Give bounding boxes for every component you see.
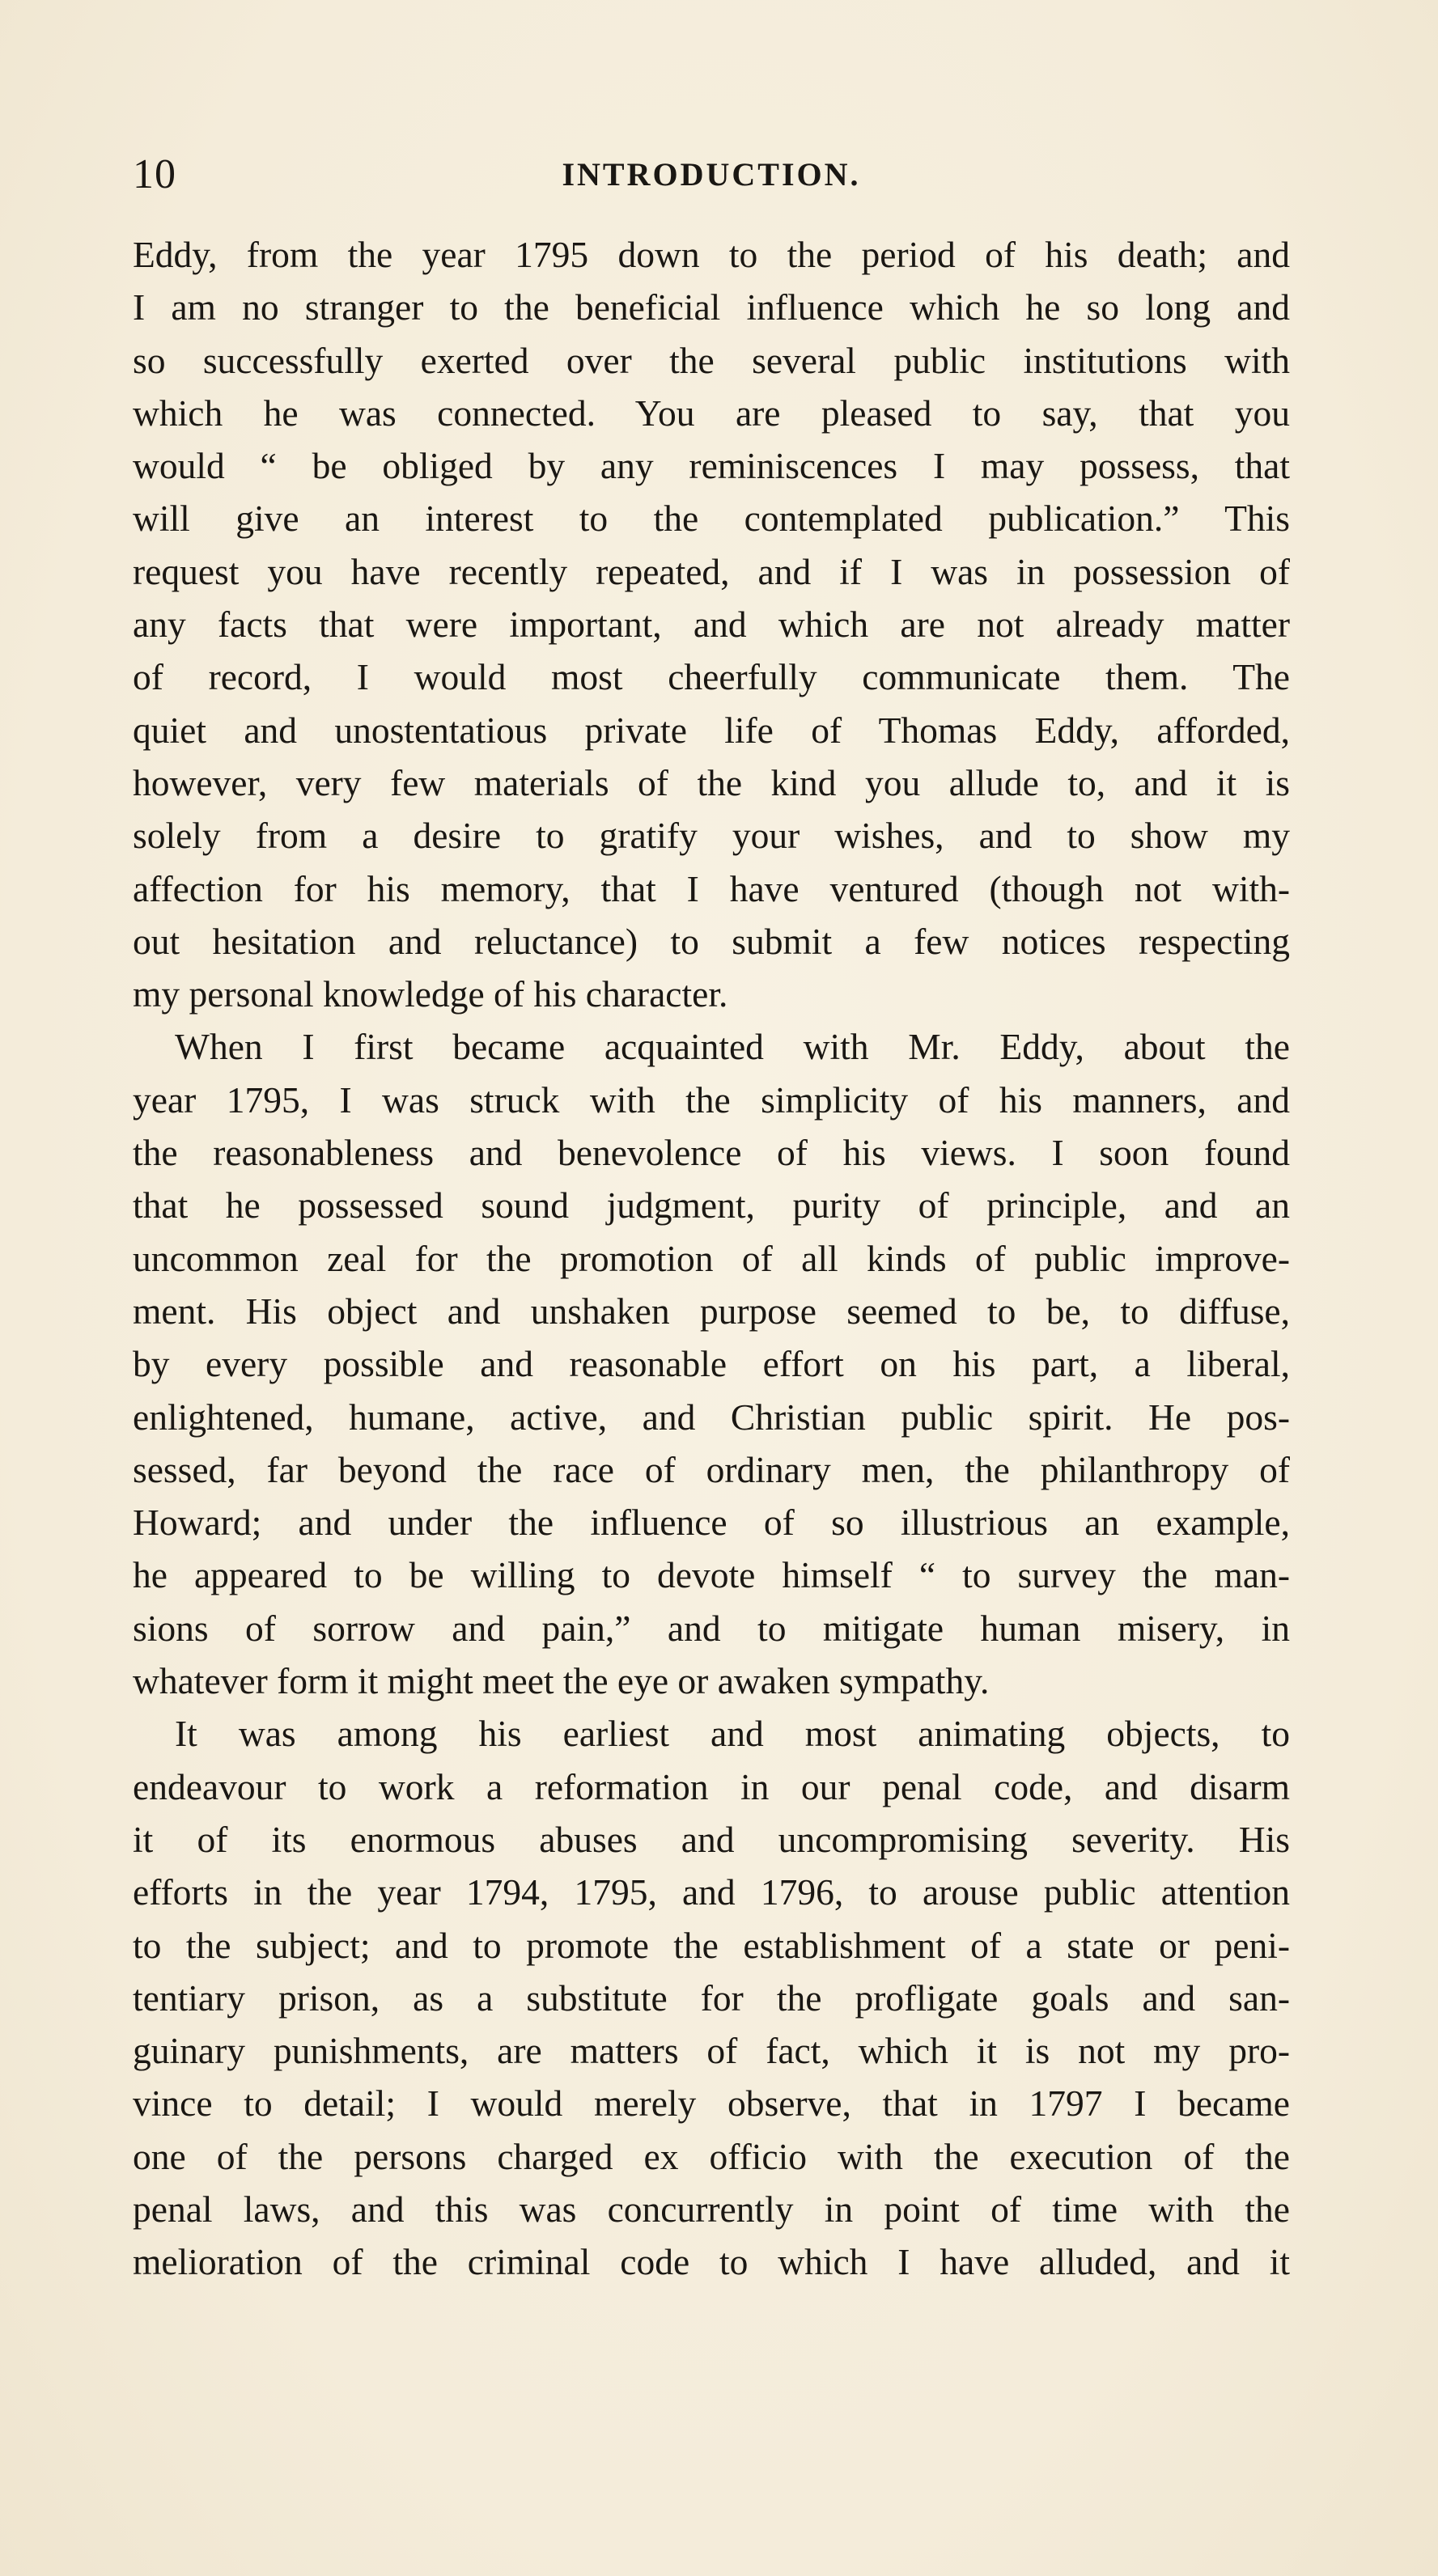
text-line: enlightened, humane, active, and Christian public spirit. He pos- <box>133 1396 1290 1438</box>
text-line: will give an interest to the contemplated publication.” This <box>133 498 1290 540</box>
text-line: melioration of the criminal code to which I have alluded, and it <box>133 2241 1290 2283</box>
text-line: penal laws, and this was concurrently in point of time with the <box>133 2188 1290 2230</box>
text-line: ment. His object and unshaken purpose seemed to be, to diffuse, <box>133 1290 1290 1332</box>
text-line: to the subject; and to promote the establishment of a state or peni- <box>133 1924 1290 1966</box>
text-line: my personal knowledge of his character. <box>133 973 728 1015</box>
text-line: sions of sorrow and pain,” and to mitigate human misery, in <box>133 1607 1290 1649</box>
body-text <box>133 228 1290 2289</box>
text-line: of record, I would most cheerfully communicate them. The <box>133 656 1290 698</box>
text-line: whatever form it might meet the eye or awaken sympathy. <box>133 1660 990 1702</box>
text-line: he appeared to be willing to devote himself “ to survey the man- <box>133 1554 1290 1596</box>
text-line: solely from a desire to gratify your wishes, and to show my <box>133 815 1290 857</box>
text-line: one of the persons charged ex officio with the execution of the <box>133 2135 1290 2177</box>
text-line: uncommon zeal for the promotion of all kinds of public improve- <box>133 1237 1290 1279</box>
text-line: When I first became acquainted with Mr. Eddy, about the <box>175 1026 1290 1068</box>
running-title: INTRODUCTION. <box>562 156 861 193</box>
running-head <box>133 150 1290 199</box>
page-number: 10 <box>133 151 176 197</box>
text-line: I am no stranger to the beneficial influence which he so long and <box>133 286 1290 328</box>
text-line: it of its enormous abuses and uncompromising severity. His <box>133 1818 1290 1860</box>
text-line: the reasonableness and benevolence of his views. I soon found <box>133 1132 1290 1174</box>
text-line: efforts in the year 1794, 1795, and 1796, to arouse public attention <box>133 1871 1290 1913</box>
text-line: tentiary prison, as a substitute for the profligate goals and san- <box>133 1976 1290 2019</box>
text-line: by every possible and reasonable effort on his part, a liberal, <box>133 1343 1290 1385</box>
text-line: however, very few materials of the kind you allude to, and it is <box>133 761 1290 803</box>
text-line: guinary punishments, are matters of fact, which it is not my pro- <box>133 2030 1290 2072</box>
text-line: It was among his earliest and most animating objects, to <box>175 1713 1290 1755</box>
text-line: quiet and unostentatious private life of Thomas Eddy, afforded, <box>133 709 1290 751</box>
text-line: out hesitation and reluctance) to submit a few notices respecting <box>133 920 1290 962</box>
text-line: any facts that were important, and which are not already matter <box>133 604 1290 646</box>
text-line: request you have recently repeated, and if I was in possession of <box>133 550 1290 592</box>
text-line: year 1795, I was struck with the simplicity of his manners, and <box>133 1078 1290 1121</box>
text-line: which he was connected. You are pleased to say, that you <box>133 392 1290 434</box>
text-line: that he possessed sound judgment, purity of principle, and an <box>133 1184 1290 1227</box>
text-line: so successfully exerted over the several public institutions with <box>133 339 1290 381</box>
text-line: affection for his memory, that I have ventured (though not with- <box>133 867 1290 909</box>
text-line: would “ be obliged by any reminiscences I may possess, that <box>133 445 1290 487</box>
text-line: sessed, far beyond the race of ordinary men, the philanthropy of <box>133 1448 1290 1490</box>
text-line: vince to detail; I would merely observe, that in 1797 I became <box>133 2082 1290 2125</box>
text-line: endeavour to work a reformation in our penal code, and disarm <box>133 1765 1290 1807</box>
text-line: Eddy, from the year 1795 down to the period of his death; and <box>133 234 1290 275</box>
text-line: Howard; and under the influence of so illustrious an example, <box>133 1502 1290 1544</box>
